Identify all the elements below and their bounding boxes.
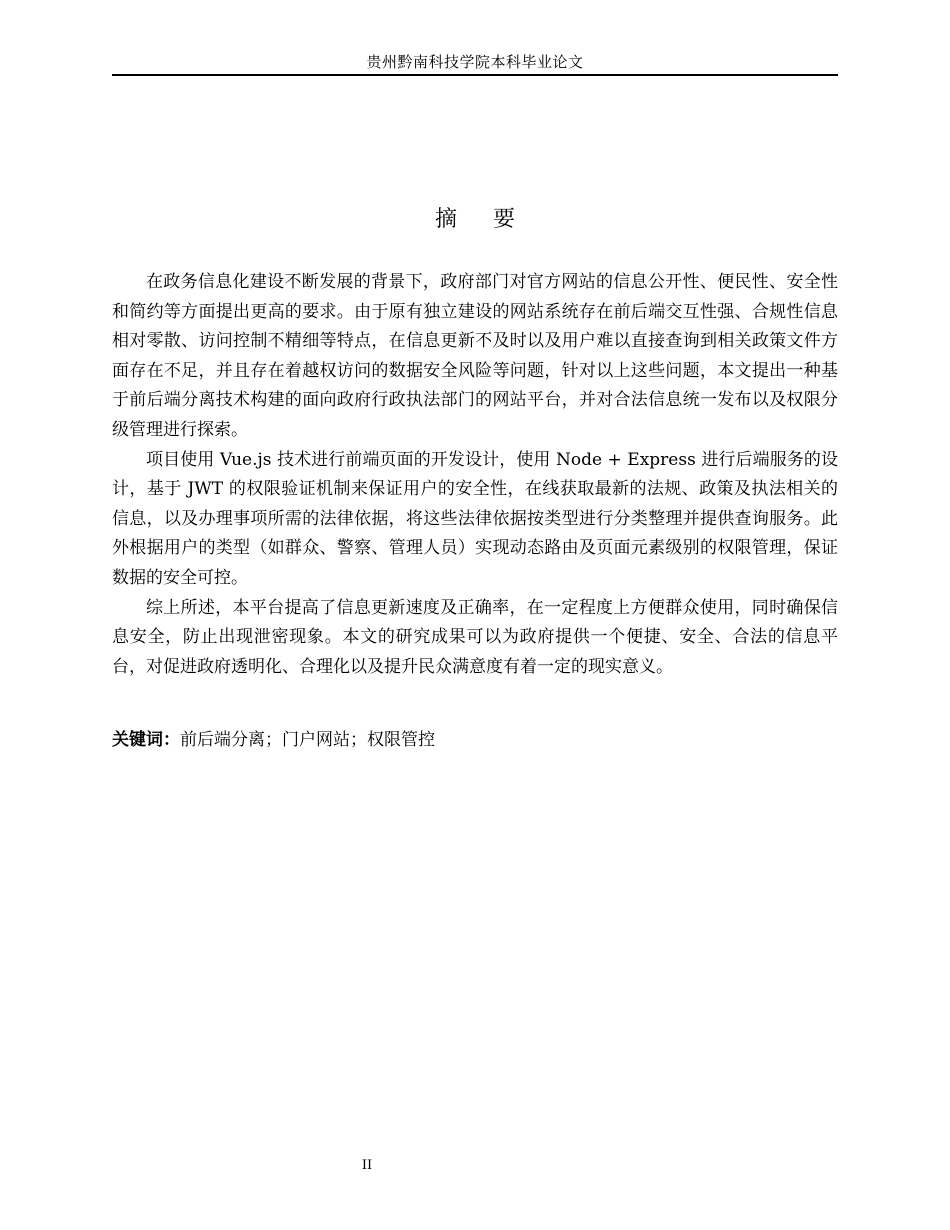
abstract-paragraph-2: 项目使用 Vue.js 技术进行前端页面的开发设计，使用 Node + Express 进行后端服务的设计，基于 JWT 的权限验证机制来保证用户的安全性，在线获取最新的法规、政策及执法相关的信息，以及办理事项所需的法律依据，将这些法律依据按类型进行分类整理并提供查询服务。此外根据用户的类型（如群众、警察、管理人员）实现动态路由及页面元素级别的权限管理，保证数据的安全可控。 <box>112 449 838 588</box>
abstract-paragraph-1: 在政务信息化建设不断发展的背景下，政府部门对官方网站的信息公开性、便民性、安全性和简约等方面提出更高的要求。由于原有独立建设的网站系统存在前后端交互性强、合规性信息相对零散、访问控制不精细等特点，在信息更新不及时以及用户难以直接查询到相关政策文件方面存在不足，并且存在着越权访问的数据安全风险等问题，针对以上这些问题，本文提出一种基于前后端分离技术构建的面向政府行政执法部门的网站平台，并对合法信息统一发布以及权限分级管理进行探索。 <box>112 272 838 440</box>
keywords-text: 前后端分离；门户网站；权限管控 <box>180 730 435 750</box>
page-number: II <box>361 1158 373 1173</box>
keywords-line <box>112 727 838 753</box>
abstract-title: 摘要 <box>434 207 551 232</box>
abstract-body <box>112 268 838 682</box>
running-header: 贵州黔南科技学院本科毕业论文 <box>366 53 584 71</box>
keywords-label: 关键词： <box>112 730 180 750</box>
abstract-paragraph-3: 综上所述，本平台提高了信息更新速度及正确率，在一定程度上方便群众使用，同时确保信息安全，防止出现泄密现象。本文的研究成果可以为政府提供一个便捷、安全、合法的信息平台，对促进政府透明化、合理化以及提升民众满意度有着一定的现实意义。 <box>112 597 838 677</box>
header-rule <box>112 74 838 76</box>
